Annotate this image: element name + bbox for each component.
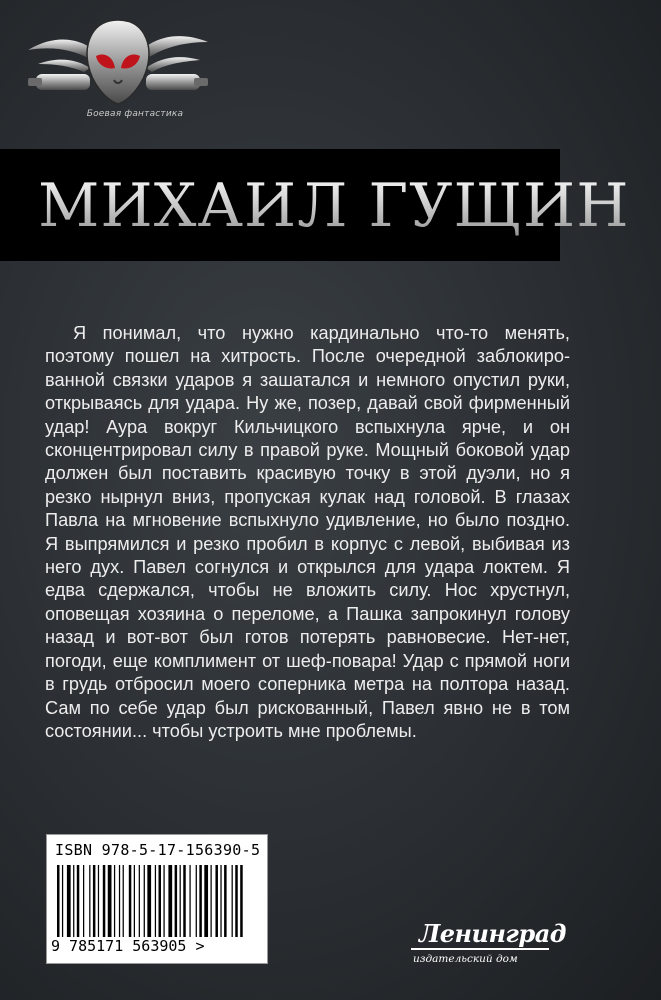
isbn-barcode-box xyxy=(46,834,268,964)
series-caption: Боевая фантастика xyxy=(86,109,184,119)
isbn-number: ISBN 978-5-17-156390-5 xyxy=(55,841,261,859)
alien-skull-emblem-icon xyxy=(18,12,218,112)
publisher-logo xyxy=(405,915,566,985)
barcode-icon xyxy=(55,865,259,937)
series-logo xyxy=(18,12,218,124)
publisher-name: Ленинград xyxy=(419,919,566,948)
author-name: МИХАИЛ ГУЩИН xyxy=(38,171,630,241)
publisher-underline xyxy=(411,948,549,950)
blurb-paragraph: Я понимал, что нужно кардинально что-то менять, поэтому пошел на хитрость. После очередной заблокированной связки ударов я зашатался и немного опустил руки, открываясь для удара. Ну же, позер, давай свой фирменный удар! Аура вокруг Кильчицкого вспыхнула ярче, и он сконцентрировал силу в правой руке. Мощный боковой удар должен был поставить красивую точку в этой дуэли, но я резко нырнул вниз, пропуская кулак над головой. В глазах Павла на мгновение вспыхнуло удивление, но было поздно. Я выпрямился и резко пробил в корпус с левой, выбивая из него дух. Павел согнулся и открылся для удара локтем. Я едва сдержался, чтобы не вложить силу. Нос хрустнул, оповещая хозяина о переломе, а Пашка запрокинул голову назад и вот-вот был готов потерять равновесие. Нет-нет, погоди, еще комплимент от шеф-повара! Удар с прямой ноги в грудь отбросил моего соперника метра на полтора назад. Сам по себе удар был рискованный, Павел явно не в том состоянии... чтобы устроить мне проблемы. xyxy=(45,323,570,741)
back-cover-blurb xyxy=(45,322,570,743)
publisher-subtitle: издательский дом xyxy=(413,953,518,965)
barcode-digits: 9 785171 563905 > xyxy=(51,937,205,955)
